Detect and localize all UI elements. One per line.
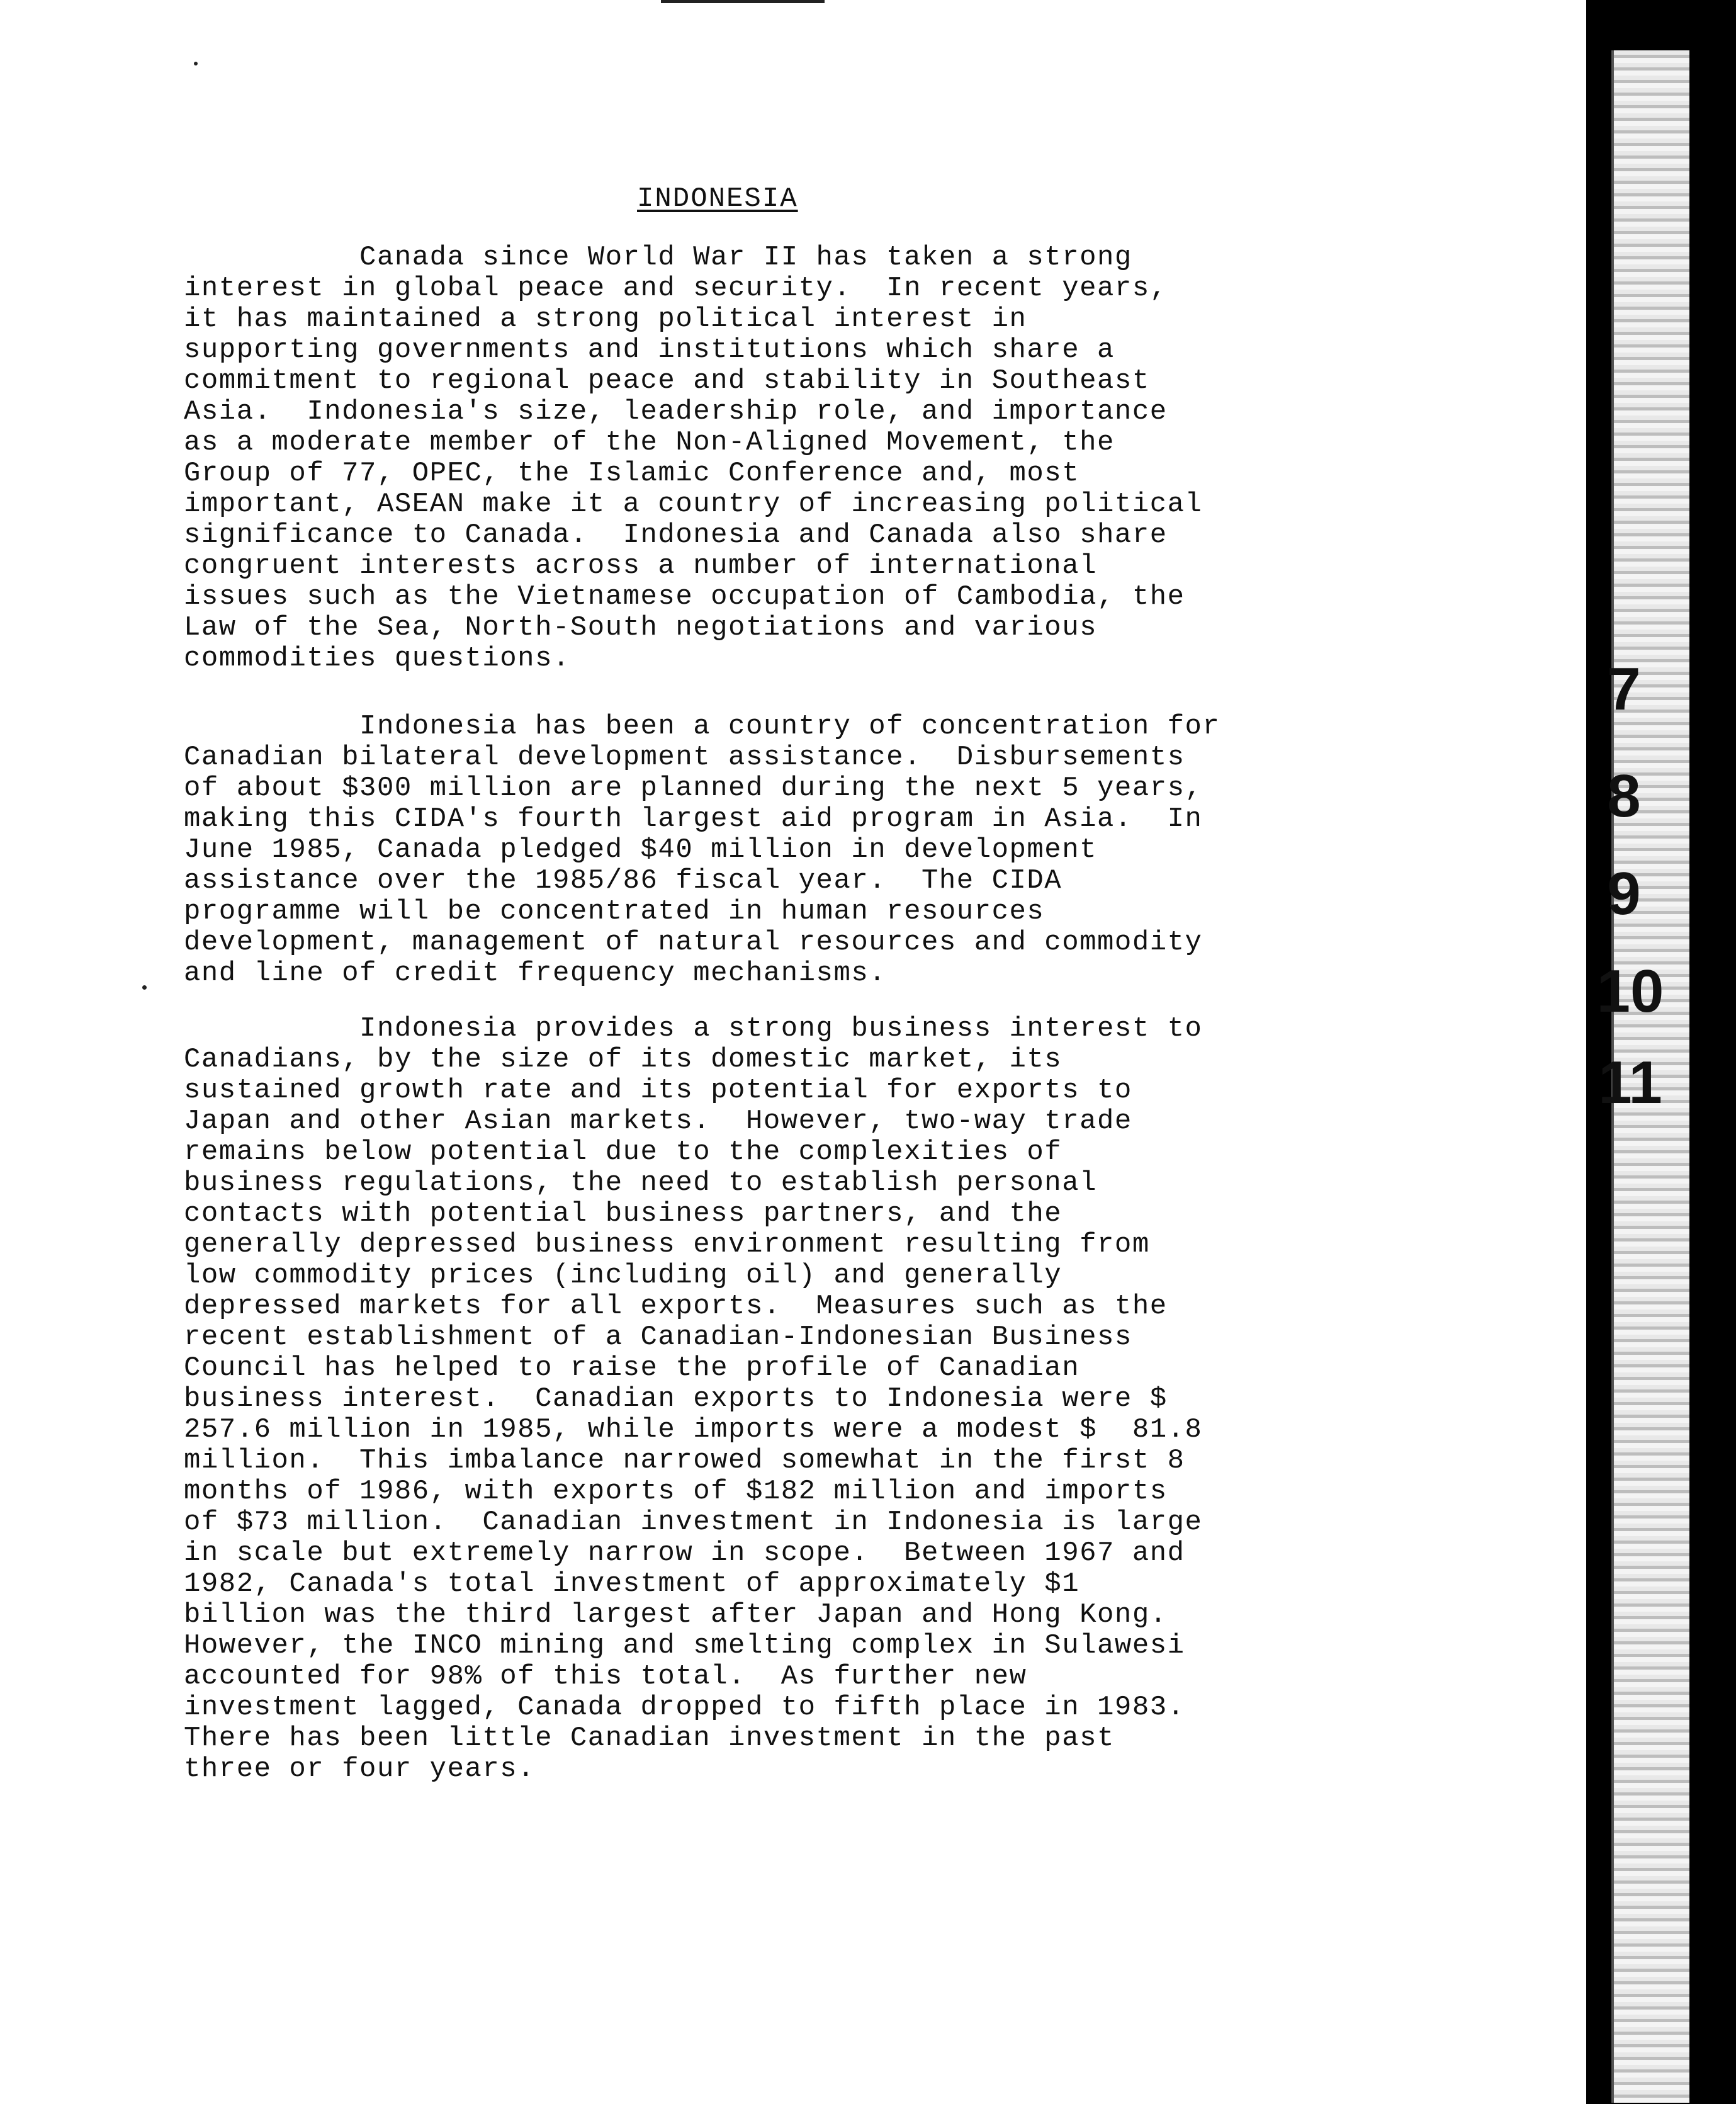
scan-speck xyxy=(194,62,198,65)
index-tab-10[interactable]: 10 xyxy=(1596,958,1664,1025)
paragraph-3: Indonesia provides a strong business interest to Canadians, by the size of its domestic market, its sustained growth rate and its potential for exports to Japan and other Asian markets. However, two-way trade remains below potential due to the complexities of business regulations, the need to establish personal contacts with potential business partners, and the generally depressed business environment resulting from low commodity prices (including oil) and generally depressed markets for all exports. Measures such as the recent establishment of a Canadian-Indonesian Business Council has helped to raise the profile of Canadian business interest. Canadian exports to Indonesia were $ 257.6 million in 1985, while imports were a modest $ 81.8 million. This imbalance narrowed somewhat in the first 8 months of 1986, with exports of $182 million and imports of $73 million. Canadian investment in Indonesia is large in scale but extremely narrow in scope. Between 1967 and 1982, Canada's total investment of approximately $1 billion was the third largest after Japan and Hong Kong. However, the INCO mining and smelting complex in Sulawesi accounted for 98% of this total. As further new investment lagged, Canada dropped to fifth place in 1983. There has been little Canadian investment in the past three or four years. xyxy=(184,1013,1203,1785)
index-tab-7[interactable]: 7 xyxy=(1607,655,1641,723)
index-tab-8[interactable]: 8 xyxy=(1607,762,1641,830)
document-title: INDONESIA xyxy=(637,183,798,215)
top-rule xyxy=(661,0,825,3)
paragraph-2: Indonesia has been a country of concentration for Canadian bilateral development assistance. Disbursements of about $300 million are planned during the next 5 years, making this CIDA's fourth largest aid program in Asia. In June 1985, Canada pledged $40 million in development assistance over the 1985/86 fiscal year. The CIDA programme will be concentrated in human resources development, management of natural resources and commodity and line of credit frequency mechanisms. xyxy=(184,711,1220,989)
scan-speck xyxy=(142,985,147,990)
index-tab-9[interactable]: 9 xyxy=(1607,860,1641,927)
paragraph-1: Canada since World War II has taken a strong interest in global peace and security. In recent years, it has maintained a strong political interest in supporting governments and institutions which share a commitment to regional peace and stability in Southeast Asia. Indonesia's size, leadership role, and importance as a moderate member of the Non-Aligned Movement, the Group of 77, OPEC, the Islamic Conference and, most important, ASEAN make it a country of increasing political significance to Canada. Indonesia and Canada also share congruent interests across a number of international issues such as the Vietnamese occupation of Cambodia, the Law of the Sea, North-South negotiations and various commodities questions. xyxy=(184,242,1203,674)
index-tab-11[interactable]: 11 xyxy=(1598,1049,1662,1116)
